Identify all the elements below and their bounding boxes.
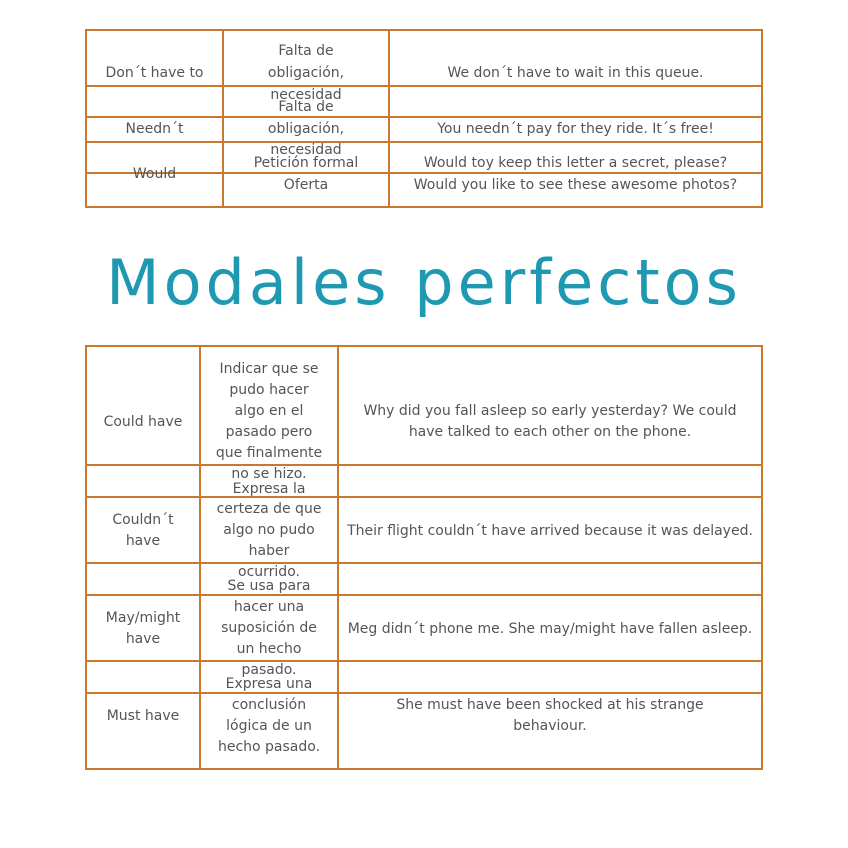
table-cell-example: Would you like to see these awesome photos? xyxy=(413,177,738,193)
table-cell-use: no se hizo. xyxy=(231,466,307,482)
table-cell-use: un hecho xyxy=(236,641,302,657)
table-cell-use: lógica de un xyxy=(226,718,312,734)
table-cell-use: algo no pudo xyxy=(223,522,315,538)
table-cell-use: Falta de xyxy=(278,43,334,59)
table-cell-use: que finalmente xyxy=(215,445,323,461)
table-cell-modal: Don´t have to xyxy=(105,65,204,81)
table-cell-example: Meg didn´t phone me. She may/might have fallen asleep. xyxy=(347,620,753,637)
table-cell-use: pudo hacer xyxy=(229,382,309,398)
table-cell-use: suposición de xyxy=(221,620,317,636)
table-cell-use: Expresa una xyxy=(225,676,313,692)
table-cell-use: Expresa la xyxy=(232,481,306,497)
table-cell-use: pasado pero xyxy=(225,424,313,440)
table-cell-modal: Would xyxy=(132,166,177,182)
table-cell-use: obligación, xyxy=(267,121,345,137)
section-title: Modales perfectos xyxy=(106,246,742,319)
table-cell-use: certeza de que xyxy=(216,501,322,517)
table-cell-use: Falta de xyxy=(278,99,334,115)
table-cell-modal: Couldn´t have xyxy=(112,512,174,549)
table-cell-use: ocurrido. xyxy=(238,564,300,580)
table-cell-modal: Could have xyxy=(103,414,183,430)
table-cell-use: Se usa para xyxy=(227,578,311,594)
table-cell-modal: Needn´t xyxy=(125,121,184,137)
table-cell-use: necesidad xyxy=(270,87,342,103)
table-cell-use: necesidad xyxy=(270,142,342,158)
table-cell-use: haber xyxy=(248,543,290,559)
table-cell-use: hecho pasado. xyxy=(217,739,321,755)
table-cell-example: Their flight couldn´t have arrived because it was delayed. xyxy=(347,522,753,539)
table-cell-example: Why did you fall asleep so early yesterday? We could have talked to each other on the phone. xyxy=(363,403,737,440)
table-cell-example: You needn´t pay for they ride. It´s free! xyxy=(437,121,714,137)
table-cell-modal: May/might have xyxy=(105,610,181,647)
table-cell-use: conclusión xyxy=(231,697,307,713)
table-cell-example: She must have been shocked at his strange behaviour. xyxy=(396,697,704,734)
table-cell-use: pasado. xyxy=(241,662,297,678)
table-cell-example: Would toy keep this letter a secret, please? xyxy=(423,155,728,171)
table-cell-use: algo en el xyxy=(234,403,304,419)
table-cell-example: We don´t have to wait in this queue. xyxy=(447,65,704,81)
table-cell-use: hacer una xyxy=(233,599,305,615)
table-cell-use: obligación, xyxy=(267,65,345,81)
table-cell-use: Oferta xyxy=(283,177,329,193)
table-cell-modal: Must have xyxy=(106,708,180,724)
table-cell-use: Petición formal xyxy=(253,155,359,171)
table-cell-use: Indicar que se xyxy=(219,361,319,377)
